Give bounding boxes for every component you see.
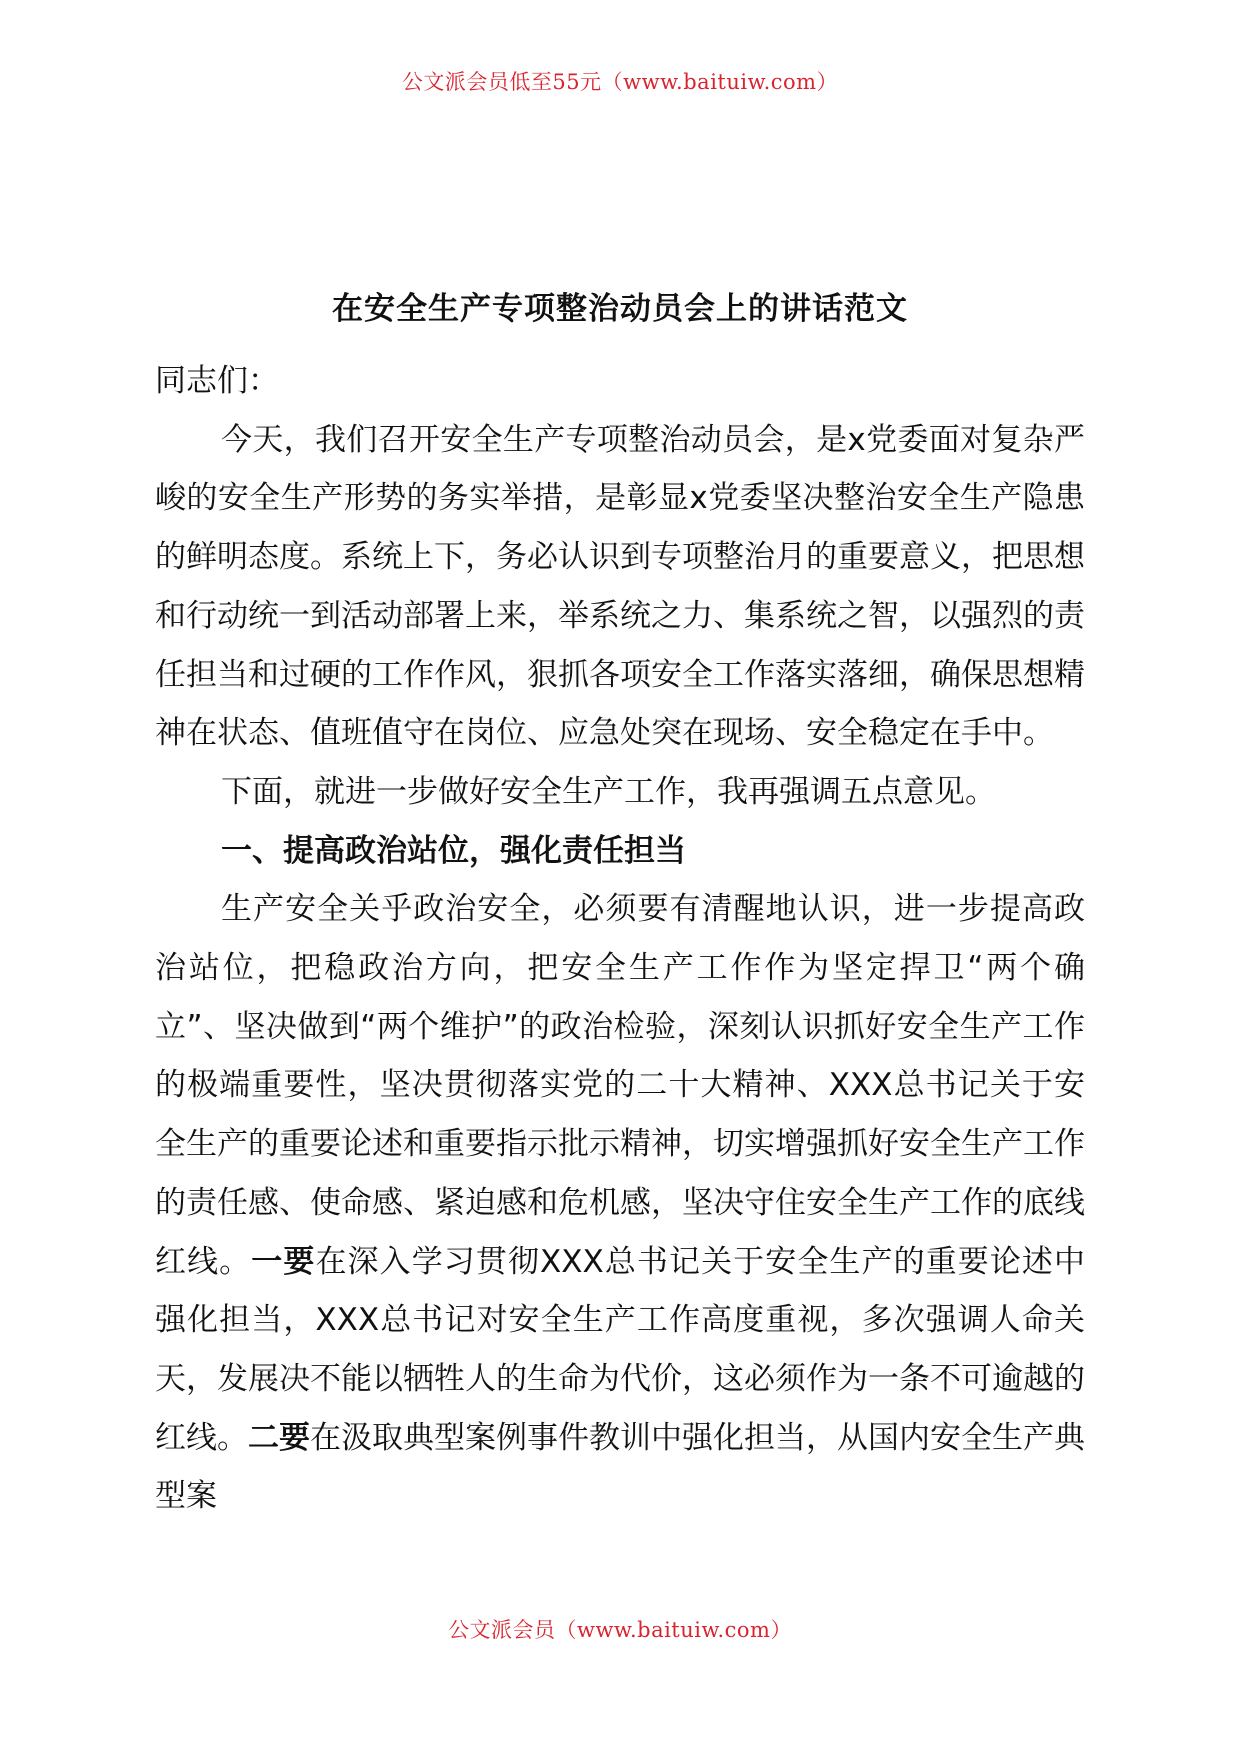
paragraph-opening: 今天，我们召开安全生产专项整治动员会，是x党委面对复杂严峻的安全生产形势的务实举措，是彰显x党委坚决整治安全生产隐患的鲜明态度。系统上下，务必认识到专项整治月的重要意义，把思想和行动统一到活动部署上来，举系统之力、集系统之智，以强烈的责任担当和过硬的工作作风，狠抓各项安全工作落实落细，确保思想精神在状态、值班值守在岗位、应急处突在现场、安全稳定在手中。 [155,421,1085,752]
salutation: 同志们： [155,363,279,399]
paragraph-transition: 下面，就进一步做好安全生产工作，我再强调五点意见。 [221,773,996,810]
section-heading-1: 一、提高政治站位，强化责任担当 [221,832,686,869]
emphasis-second-requirement: 二要 [248,1419,310,1456]
document-title: 在安全生产专项整治动员会上的讲话范文 [332,291,908,327]
header-promo-link[interactable]: 公文派会员低至55元（www.baituiw.com） [401,70,839,94]
document-body [155,352,1085,1526]
paragraph-section-1-part-1: 生产安全关乎政治安全，必须要有清醒地认识，进一步提高政治站位，把稳政治方向，把安全生产工作作为坚定捍卫“两个确立”、坚决做到“两个维护”的政治检验，深刻认识抓好安全生产工作的极端重要性，坚决贯彻落实党的二十大精神、XXX总书记关于安全生产的重要论述和重要指示批示精神，切实增强抓好安全生产工作的责任感、使命感、紧迫感和危机感，坚决守住安全生产工作的底线红线。 [155,891,1085,1280]
footer-promo-link[interactable]: 公文派会员（www.baituiw.com） [448,1618,792,1642]
paragraph-section-1-part-3: 在汲取典型案例事件教训中强化担当，从国内安全生产典型案 [155,1419,1085,1515]
emphasis-first-requirement: 一要 [251,1243,316,1280]
paragraph-section-1-part-2: 在深入学习贯彻XXX总书记关于安全生产的重要论述中强化担当，XXX总书记对安全生产工作高度重视，多次强调人命关天，发展决不能以牺牲人的生命为代价，这必须作为一条不可逾越的红线。 [155,1243,1086,1456]
paragraph-section-1 [155,880,1085,1526]
